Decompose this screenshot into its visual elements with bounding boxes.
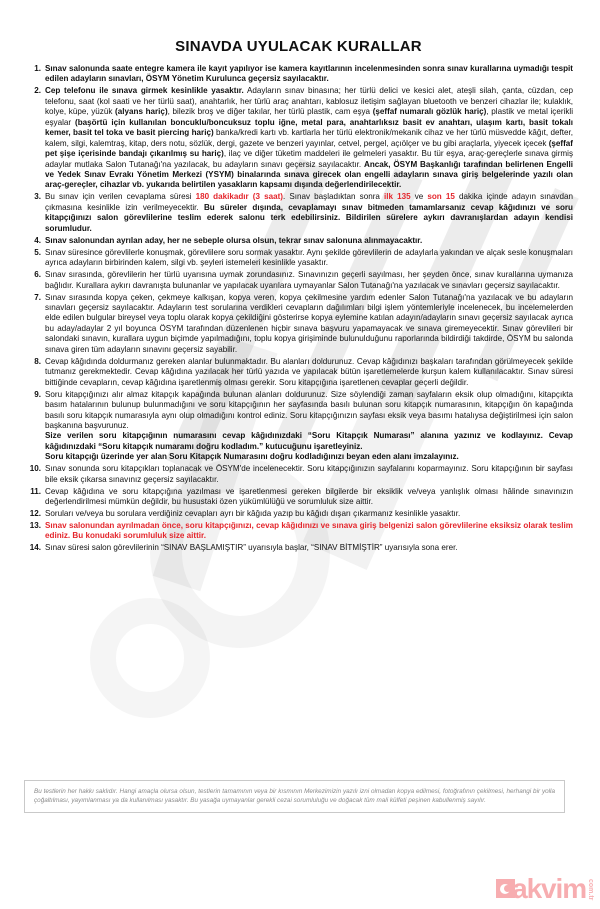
takvim-brand-text: akvim <box>512 872 586 904</box>
rule-item <box>24 543 573 553</box>
rule-number: 12. <box>29 509 41 519</box>
rule-text: Cep telefonu ile sınava girmek kesinlikle yasaktır. Adayların sınav binasına; her türlü delici ve kesici alet, ateşli silah, çanta, cüzdan, cep telefonu, saat (kol saati ve her türlü saat), anahtarlık, her türlü araç anahtarı, kablosuz iletişim sağlayan bluetooth ve benzeri cihazlar ile; kulaklık, kolye, küpe, yüzük (alyans hariç), bilezik broş ve diğer takılar, her türlü plastik, cam eşya (şeffaf numaralı gözlük hariç), plastik ve metal içerikli eşyalar (başörtü için kullanılan boncuklu/boncuksuz toplu iğne, metal para, anahtarlıksız basit ev anahtarı, ulaşım kartı, basit tokalı kemer, basit tel toka ve basit piercing hariç) banka/kredi kartı vb. kartlarla her türlü elektronik/mekanik cihaz ve her türlü müsvedde kâğıt, defter, kalem, silgi, kalemtraş, kitap, ders notu, sözlük, dergi, gazete ve benzeri yayınlar, cetvel, pergel, açıölçer ve bu gibi araçlarla, yiyecek içecek (şeffaf pet şişe içerisinde bandajı çıkarılmış su hariç), ilaç ve diğer tüketim maddeleri ile gelmeleri yasaktır. Bu tür eşya, araç-gereçlerle sınava girmiş adaylar mutlaka Salon Tutanağı'na yazılacak, bu adayların sınavı geçersiz sayılacaktır. Ancak, ÖSYM Başkanlığı tarafından belirlenen Engelli ve Yedek Sınav Evrakı Yönetim Merkezi (YSYM) binalarında sınava girecek olan engelli adayların sınava giriş belgelerinde yazılı olan araç-gereçler, cihazlar vb. yukarıda belirtilen yasakların kapsamı dışında değerlendirilecektir. <box>45 86 574 190</box>
rule-text: Soru kitapçığınızı alır almaz kitapçık kapağında bulunan alanları doldurunuz. Size söylendiği zaman sayfaların eksik olup olmadığını, kitapçıkta basım hatalarının bulunup bulunmadığını ve soru kitapçığının her sayfasında basılı bulunan soru kitapçık numarasının, kitapçığın ön kapağında basılı soru kitapçık numarasıyla aynı olup olmadığını kontrol ediniz. Soru kitapçığınızın sayfası eksik veya basımı hatalıysa değiştirilmesi için salon başkanına başvurunuz. Size verilen soru kitapçığının numarasını cevap kâğıdınızdaki “Soru Kitapçık Numarası” alanına yazınız ve kodlayınız. Cevap kâğıdınızdaki “Soru kitapçık numaramı doğru kodladım.” kutucuğunu işaretleyiniz. Soru kitapçığı üzerinde yer alan Soru Kitapçık Numarasını doğru kodladığınızı beyan eden alanı imzalayınız. <box>45 389 573 462</box>
rule-number: 4. <box>34 235 41 245</box>
rule-text: Soruları ve/veya bu sorulara verdiğiniz cevapları ayrı bir kâğıda yazıp bu kâğıdı dışarı çıkarmanız kesinlikle yasaktır. <box>45 509 461 519</box>
rule-number: 13. <box>29 521 41 531</box>
rule-number: 1. <box>34 64 41 73</box>
takvim-watermark-logo <box>496 872 594 904</box>
rule-text: Sınav salonundan ayrılmadan önce, soru kitapçığınızı, cevap kâğıdınızı ve sınava giriş belgenizi salon görevlilerine eksiksiz olarak teslim ediniz. Bu konudaki sorumluluk size aittir. <box>45 521 573 541</box>
rule-text: Bu sınav için verilen cevaplama süresi 180 dakikadır (3 saat). Sınav başladıktan sonra ilk 135 ve son 15 dakika içinde adayın sınavdan çıkmasına kesinlikle izin verilmeyecektir. Bu süreler dışında, cevaplamayı sınav bitmeden tamamlarsanız cevap kâğıdınızı ve soru kitapçığınızı salon görevlilerine teslim ederek salonu terk edebilirsiniz. Bildirilen sürelere aykırı davranışlardan adayın kendisi sorumludur. <box>45 192 573 233</box>
rule-item <box>24 192 573 234</box>
rule-text: Sınav salonunda saate entegre kamera ile kayıt yapılıyor ise kamera kayıtlarının incelenmesinden sonra sınav kurallarına uymadığı tespit edilen adayların sınavları, ÖSYM Yönetim Kurulunca geçersiz sayılacaktır. <box>45 64 573 84</box>
rule-item <box>24 236 573 246</box>
rule-number: 14. <box>29 543 41 553</box>
rule-item <box>24 464 573 485</box>
rule-text: Sınav sırasında, görevlilerin her türlü uyarısına uymak zorundasınız. Sınavınızın geçerli sayılması, her şeyden önce, sınav kurallarına uymanıza bağlıdır. Kurallara aykırı davranışta bulunanlar ve yapılacak uyarılara uymayanlar Salon Tutanağı'na yazılacak ve sınavları geçersiz sayılacaktır. <box>45 270 573 290</box>
rule-item <box>24 521 573 542</box>
rule-item <box>24 248 573 269</box>
page-title: SINAVDA UYULACAK KURALLAR <box>175 38 422 55</box>
rule-text: Sınav sırasında kopya çeken, çekmeye kalkışan, kopya veren, kopya çekilmesine yardım edenler Salon Tutanağı'na yazılacak ve bu adayların sınavları geçersiz sayılacaktır. Adayların test sorularına verdikleri cevapların dağılımları bilgi işlem yöntemleriyle incelenecek, bu incelemelerden elde edilen bulgular bireysel veya toplu olarak kopya çekildiğini gösterirse kopya eylemine katılan adayın/adayların sınavı geçersiz sayılacak ayrıca bu aday/adaylar 2 yıl boyunca ÖSYM tarafından düzenlenen hiçbir sınava başvuru yapamayacak ve sınava giremeyecektir. Sınav görevlileri bir salondaki sınavın, kurallara uygun biçimde yapılmadığını, toplu kopya girişiminde bulunulduğunu raporlarında bildirdiği takdirde, ÖSYM bu salonda sınava giren tüm adayların sınavını geçersiz sayabilir. <box>45 292 573 354</box>
rule-number: 9. <box>34 389 41 399</box>
rule-number: 2. <box>34 86 41 96</box>
rule-item <box>24 487 573 508</box>
rule-item <box>24 293 573 356</box>
takvim-tld-text: com.tr <box>587 878 594 900</box>
rule-text: Sınav salonundan ayrılan aday, her ne sebeple olursa olsun, tekrar sınav salonuna alınmayacaktır. <box>45 235 423 245</box>
rule-item <box>24 390 573 463</box>
rule-item <box>24 509 573 519</box>
rule-number: 11. <box>30 486 41 496</box>
rule-item <box>24 86 573 191</box>
rule-text: Sınav sonunda soru kitapçıkları toplanacak ve ÖSYM'de incelenecektir. Soru kitapçığınızın sayfalarını koparmayınız. Soru kitapçığının bir sayfası bile eksik çıkarsa sınavınız geçersiz sayılacaktır. <box>45 464 573 484</box>
rule-item <box>24 270 573 291</box>
copyright-notice-box <box>24 780 565 813</box>
document-page <box>0 38 600 554</box>
rule-text: Sınav süresi salon görevlilerinin “SINAV BAŞLAMIŞTIR” uyarısıyla başlar, “SINAV BİTMİŞTİR” uyarısıyla sona erer. <box>45 543 458 553</box>
rule-item <box>24 64 573 85</box>
rule-number: 8. <box>34 356 41 366</box>
rule-number: 10. <box>29 464 41 474</box>
rule-item <box>24 357 573 388</box>
copyright-text: Bu testlerin her hakkı saklıdır. Hangi amaçla olursa olsun, testlerin tamamının veya bir kısmının Merkezimizin yazılı izni olmadan kopya edilmesi, fotoğrafının çekilmesi, herhangi bir yolla çoğaltılması, yayımlanması ya da kullanılması yasaktır. Bu yasağa uymayanlar gerekli cezai sorumluluğu ve doğacak tüm mali külfeti peşinen kabullenmiş sayılır. <box>34 788 555 805</box>
rule-number: 7. <box>34 292 41 302</box>
rule-text: Cevap kâğıdına ve soru kitapçığına yazılması ve işaretlenmesi gereken bilgilerde bir eksiklik ve/veya yanlışlık olması hâlinde sınavınızın değerlendirilmesi mümkün değildir, bu husustaki özen yükümlülüğü ve sorumluluk size aittir. <box>45 486 573 507</box>
rule-text: Cevap kâğıdında doldurmanız gereken alanlar bulunmaktadır. Bu alanları doldurunuz. Cevap kâğıdınızı başkaları tarafından görülmeyecek şekilde tutmanız gerekmektedir. Cevap kâğıdına yazılacak her türlü yazıda ve yapılacak bütün işaretlemelerde kurşun kalem kullanılacaktır. Sınav süresi bittiğinde cevapların, cevap kâğıdına işaretlenmiş olması gerekir. Soru kitapçığına işaretlenen cevaplar geçerli değildir. <box>45 356 573 387</box>
rules-list <box>24 64 573 554</box>
rule-text: Sınav süresince görevlilerle konuşmak, görevlilere soru sormak yasaktır. Aynı şekilde görevlilerin de adaylarla yakından ve alçak sesle konuşmaları ayrıca adayların birbirinden kalem, silgi vb. şeyleri istemeleri kesinlikle yasaktır. <box>45 247 573 268</box>
turkish-flag-icon <box>496 879 515 898</box>
watermark-ring <box>90 598 210 718</box>
rule-number: 3. <box>34 192 41 202</box>
rule-number: 5. <box>34 247 41 257</box>
rule-number: 6. <box>34 270 41 280</box>
